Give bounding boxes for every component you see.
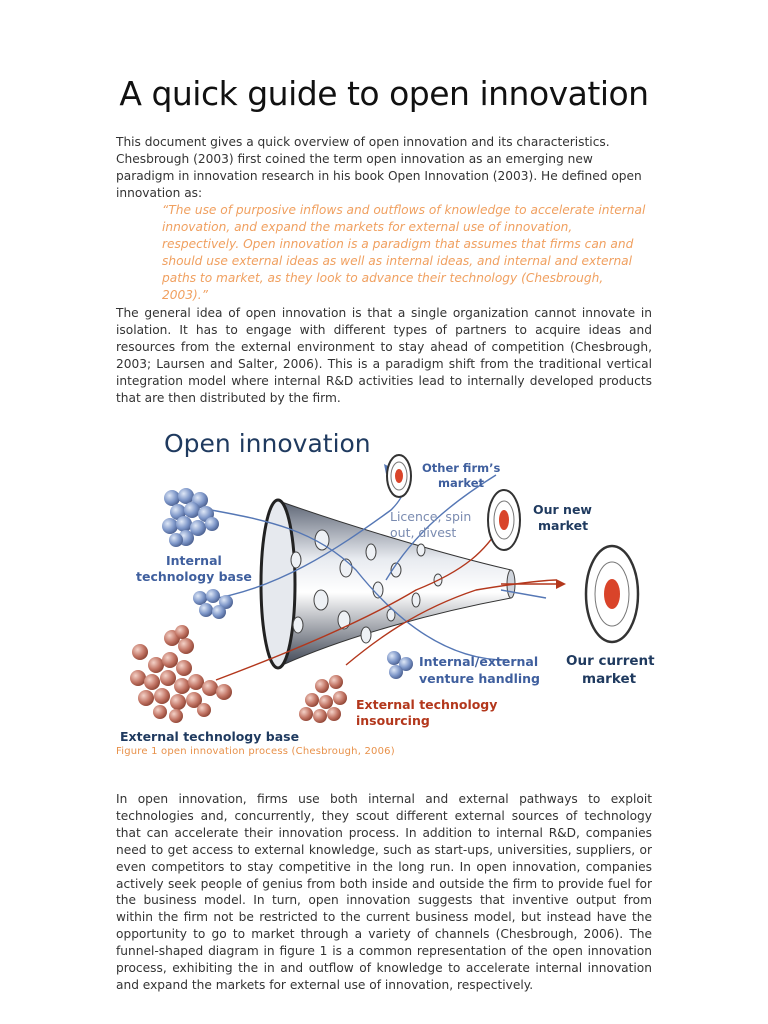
target-new-market (488, 490, 520, 550)
funnel-diagram (116, 420, 656, 750)
internal-technology-cluster (162, 488, 219, 547)
current-market-label-2: market (582, 671, 637, 687)
new-market-label-1: Our new (533, 502, 592, 517)
general-idea-paragraph: The general idea of open innovation is that a single organization cannot innovate in isolation. It has to engage with different types of partners to acquire ideas and resources from the external environment to stay ahead of competition (Chesbrough, 2003; Laursen and Salter, 2006). This is a paradigm shift from the traditional vertical integration model where internal R&D activities lead to internally developed products that are then distributed by the firm. (116, 306, 652, 405)
internal-technology-small-cluster (193, 589, 233, 619)
new-market-label-2: market (538, 518, 589, 533)
current-market-label-1: Our current (566, 653, 655, 669)
pathways-paragraph: In open innovation, firms use both internal and external pathways to exploit technologies and, concurrently, they scout different external sources of technology that can accelerate their innovation process. In addition to internal R&D, companies need to get access to external knowledge, such as start-ups, universities, suppliers, or even competitors to stay competitive in the long run. In open innovation, companies actively seek people of genius from both inside and outside the firm to provide fuel for the business model. In turn, open innovation suggests that inventive output from within the firm not be restricted to the current business model, but instead have the opportunity to go to market through a variety of channels (Chesbrough, 2006). The funnel-shaped diagram in figure 1 is a common representation of the open innovation process, exhibiting the in and outflow of knowledge to accelerate internal innovation and expand the markets for external use of innovation, respectively. (116, 792, 652, 992)
intro-paragraph: This document gives a quick overview of open innovation and its characteristics. Chesbrough (2003) first coined the term open innovation as an emerging new paradigm in innovation research in his book Open Innovation (2003). He defined open innovation as: (116, 135, 642, 200)
definition-quote: “The use of purposive inflows and outflows of knowledge to accelerate internal innovation, and expand the markets for external use of innovation, respectively. Open innovation is a paradigm that assumes that firms can and should use external ideas as well as internal ideas, and internal and external paths to market, as they look to advance their technology (Chesbrough, 2003).” (162, 203, 646, 302)
licence-labels (390, 509, 471, 540)
internal-base-label-1: Internal (166, 553, 222, 568)
insourcing-label-1: External technology (356, 697, 498, 712)
red-labels (356, 697, 497, 728)
licence-label-1: Licence, spin (390, 509, 472, 524)
venture-label-1: Internal/external (419, 654, 539, 669)
licence-label-2: out, divest (390, 525, 457, 540)
external-technology-cluster (130, 625, 232, 723)
figure-heading: Open innovation (164, 429, 371, 458)
other-firm-label-2: market (438, 476, 485, 490)
insourcing-label-2: insourcing (356, 713, 430, 728)
arrowhead-current (556, 579, 566, 589)
venture-handling-cluster (387, 651, 413, 679)
external-base-label: External technology base (120, 729, 300, 744)
open-innovation-figure (116, 420, 656, 750)
other-firm-label-1: Other firm’s (422, 461, 501, 475)
internal-base-label-2: technology base (136, 569, 252, 584)
page-title: A quick guide to open innovation (119, 74, 649, 113)
insourcing-cluster (299, 675, 347, 723)
target-current-market (586, 546, 638, 642)
target-other-firm (387, 455, 411, 497)
venture-label-2: venture handling (419, 671, 540, 686)
figure-caption: Figure 1 open innovation process (Chesbrough, 2006) (116, 746, 395, 757)
